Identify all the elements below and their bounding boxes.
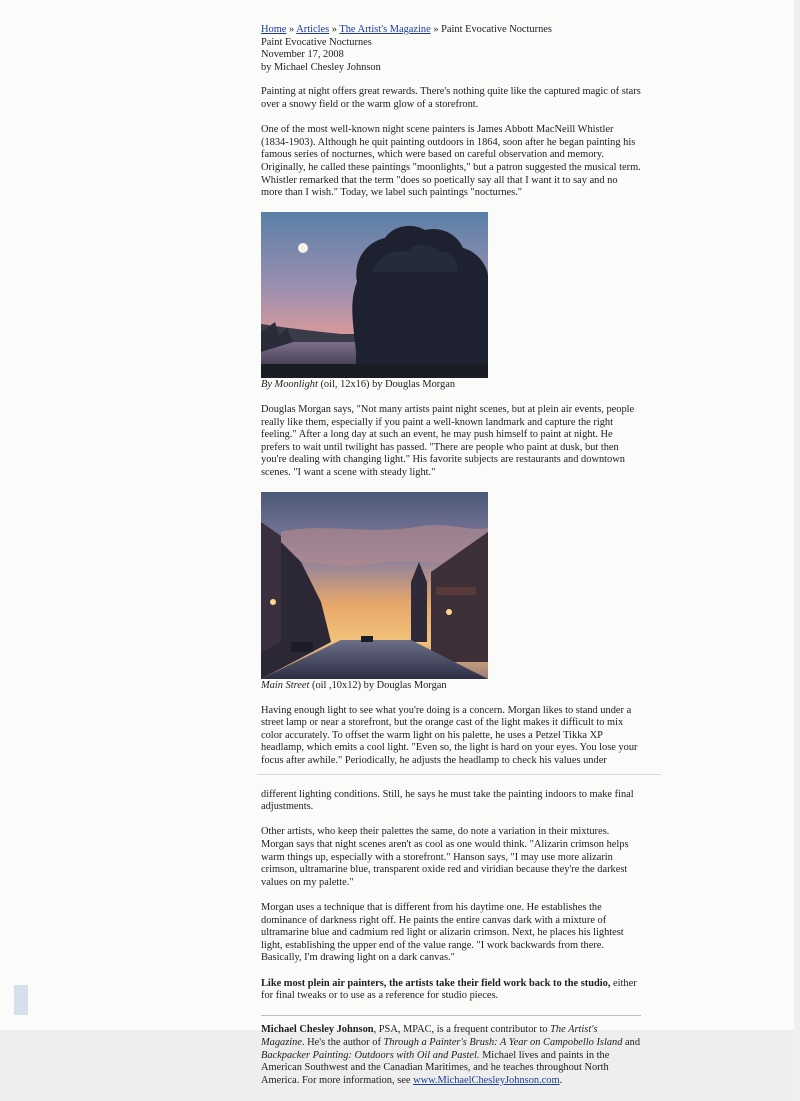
caption-title: By Moonlight: [261, 379, 318, 391]
painting-main-street: [261, 492, 488, 679]
paragraph-palettes: Other artists, who keep their palettes the same, do note a variation in their mixtures. Morgan says that night scenes aren't as cool as one would think. "Alizarin crimson helps warm things up, especially with a storefront." Hanson says, "I may use more alizarin crimson, ultramarine blue, transparent oxide red and viridian because they're the darkest values on my palette.": [261, 826, 629, 888]
bio-text: Michael lives and paints in the American Southwest and the Canadian Maritimes, and he teaches throughout North America. For more information, see: [261, 1049, 610, 1086]
paragraph-whistler: One of the most well-known night scene painters is James Abbott MacNeill Whistler (1834-1903). Although he quit painting outdoors in 1864, soon after he began painting his famous series of nocturnes, which were based on careful observation and memory. Originally, he called these paintings "moonlights," but a patron suggested the musical term. Whistler remarked that the term "does so poetically say all that I want it to say and no more than I wish." Today, we label such paintings "nocturnes.": [261, 124, 641, 199]
painting-by-moonlight: [261, 212, 488, 378]
bio-magazine: The Artist's Magazine: [261, 1024, 598, 1048]
breadcrumb-home-link[interactable]: Home: [261, 24, 287, 35]
figure-caption: [261, 680, 641, 693]
paragraph-intro: Painting at night offers great rewards. There's nothing quite like the captured magic of stars over a snowy field or the warm glow of a storefront.: [261, 86, 641, 110]
breadcrumb-current: Paint Evocative Nocturnes: [441, 24, 552, 35]
article-byline: by Michael Chesley Johnson: [261, 61, 381, 73]
scan-mark: [14, 985, 28, 1015]
caption-title: Main Street: [261, 680, 310, 692]
figure-main-street: [261, 492, 641, 693]
scan-page-break: [257, 774, 661, 783]
paragraph-light: Having enough light to see what you're doing is a concern. Morgan likes to stand under a street lamp or near a storefront, but the orange cast of the light makes it difficult to mix color accurately. To offset the warm light on his palette, he uses a Petzel Tikka XP headlamp, which emits a cool light. "Even so, the light is hard on your eyes. You lose your focus after awhile." Periodically, he adjusts the headlamp to check his values under: [261, 704, 638, 767]
breadcrumb-separator: »: [289, 24, 295, 35]
article-title: Paint Evocative Nocturnes: [261, 36, 372, 48]
bio-book-title: Through a Painter's Brush: A Year on Campobello Island: [383, 1036, 623, 1048]
paragraph-studio: [261, 978, 641, 1003]
bio-book-title: Backpacker Painting: Outdoors with Oil and Pastel.: [261, 1049, 480, 1061]
bio-text: .: [559, 1074, 563, 1086]
bio-website-link[interactable]: www.MichaelChesleyJohnson.com: [413, 1074, 560, 1086]
breadcrumb-magazine-link[interactable]: The Artist's Magazine: [339, 24, 431, 35]
article-page: [261, 24, 641, 1100]
bio-text: , PSA, MPAC, is a frequent contributor to: [373, 1024, 551, 1036]
scan-right-edge: [794, 0, 800, 1101]
breadcrumb-separator: »: [433, 24, 439, 35]
caption-details: (oil, 12x16) by Douglas Morgan: [317, 379, 456, 391]
caption-details: (oil ,10x12) by Douglas Morgan: [309, 680, 447, 692]
breadcrumb: [261, 24, 641, 37]
bio-text: and: [622, 1036, 641, 1048]
breadcrumb-separator: »: [331, 24, 337, 35]
author-bio: [261, 1024, 641, 1087]
figure-caption: [261, 379, 641, 392]
studio-lead: Like most plein air painters, the artists take their field work back to the studio,: [261, 977, 611, 989]
divider: [261, 1015, 641, 1016]
article-date: November 17, 2008: [261, 49, 344, 61]
paragraph-technique: Morgan uses a technique that is different from his daytime one. He establishes the dominance of darkness right off. He paints the entire canvas dark with a mixture of ultramarine blue and cadmium red light or alizarin crimson. Next, he places his lightest light, establishing the upper end of the value range. "I work backwards from there. Basically, I'm drawing light on a dark canvas.": [261, 901, 624, 964]
paragraph-morgan: Douglas Morgan says, "Not many artists paint night scenes, but at plein air events, people really like them, especially if you paint a well-known landmark and capture the right feeling." After a long day at such an event, he may push himself to paint at night. He prefers to wait until twilight has passed. "There are people who paint at dusk, but then you're dealing with changing light." His favorite subjects are restaurants and downtown scenes. "I want a scene with steady light.": [261, 403, 635, 478]
bio-text: . He's the author of: [301, 1036, 384, 1048]
figure-by-moonlight: [261, 212, 641, 392]
bio-name: Michael Chesley Johnson: [261, 1024, 374, 1036]
breadcrumb-articles-link[interactable]: Articles: [296, 24, 330, 35]
studio-rest: either for final tweaks or to use as a reference for studio pieces.: [261, 977, 637, 1002]
paragraph-light-continued: different lighting conditions. Still, he says he must take the painting indoors to make final adjustments.: [261, 788, 634, 813]
